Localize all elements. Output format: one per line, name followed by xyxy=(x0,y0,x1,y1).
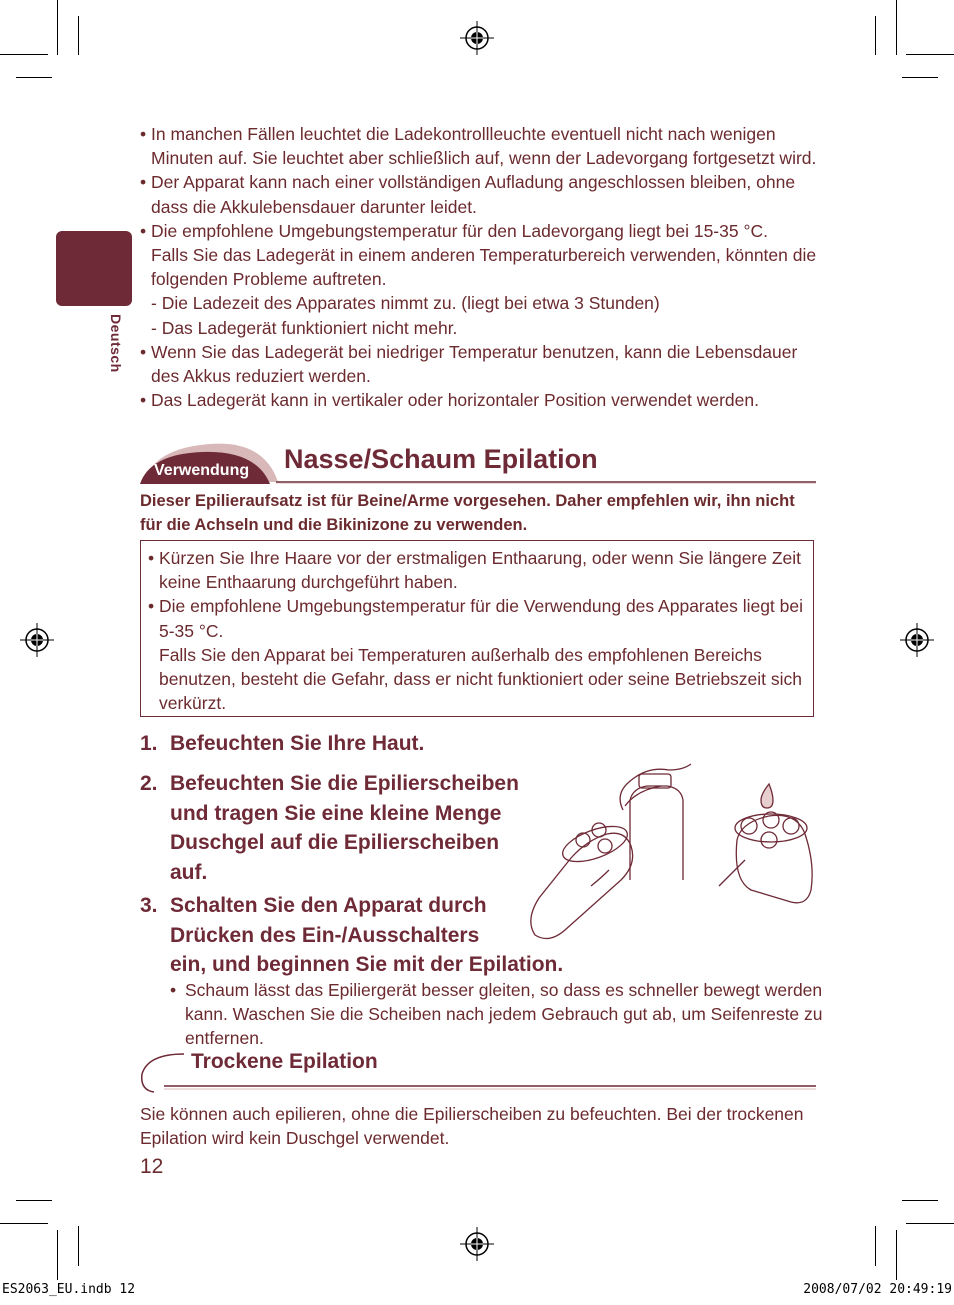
list-item: • In manchen Fällen leuchtet die Ladekontrollleuchte eventuell nicht nach wenigen Minuten auf. Sie leuchtet aber schließlich auf, wenn der Ladevorgang fortgesetzt wird. xyxy=(140,122,820,170)
subsection-text: Sie können auch epilieren, ohne die Epilierscheiben zu befeuchten. Bei der trockenen Epilation wird kein Duschgel verwendet. xyxy=(140,1104,804,1149)
list-item: • Die empfohlene Umgebungstemperatur für die Verwendung des Apparates liegt bei 5-35 °C. xyxy=(148,594,803,642)
step-text: Drücken des Ein-/Ausschalters xyxy=(170,923,480,947)
language-tab xyxy=(56,231,132,306)
language-label: Deutsch xyxy=(108,314,124,373)
step-number: 1. xyxy=(140,732,158,755)
step-text: ein, und beginnen Sie mit der Epilation. xyxy=(170,953,564,976)
step-text: und tragen Sie eine kleine Menge xyxy=(170,801,502,825)
print-timestamp: 2008/07/02 20:49:19 xyxy=(803,1282,952,1297)
caution-box xyxy=(140,540,814,717)
list-item-sub: - Die Ladezeit des Apparates nimmt zu. (liegt bei etwa 3 Stunden) xyxy=(151,293,660,314)
step-number: 3. xyxy=(140,894,158,917)
step-number: 2. xyxy=(140,772,158,795)
list-item: • Das Ladegerät kann in vertikaler oder horizontaler Position verwendet werden. xyxy=(140,388,820,412)
list-item-continuation: Falls Sie das Ladegerät in einem anderen Temperaturbereich verwenden, könnten die folgenden Probleme auftreten. xyxy=(151,245,817,290)
list-item: • Der Apparat kann nach einer vollständigen Aufladung angeschlossen bleiben, ohne dass die Akkulebensdauer darunter leidet. xyxy=(140,170,820,218)
step-text: Duschgel auf die Epilierscheiben xyxy=(170,831,500,854)
step-text: Schalten Sie den Apparat durch xyxy=(170,894,487,917)
step-text: Befeuchten Sie Ihre Haut. xyxy=(170,732,425,755)
list-item-continuation: Falls Sie den Apparat bei Temperaturen außerhalb des empfohlenen Bereichs benutzen, besteht die Gefahr, dass er nicht funktioniert oder seine Betriebszeit sich verkürzt. xyxy=(159,644,803,714)
list-item: • Die empfohlene Umgebungstemperatur für den Ladevorgang liegt bei 15-35 °C. xyxy=(140,219,820,243)
page-number: 12 xyxy=(140,1155,164,1178)
epilator-illustration xyxy=(525,760,820,940)
subsection-title: Trockene Epilation xyxy=(191,1050,378,1073)
section-heading xyxy=(140,440,816,484)
step-note: • Schaum lässt das Epiliergerät besser gleiten, so dass es schneller bewegt werden kann. Waschen Sie die Scheiben nach jedem Gebrauch gut ab, um Seifenreste zu entfernen. xyxy=(170,978,825,1051)
registration-mark-icon xyxy=(460,21,494,55)
charging-notes xyxy=(140,122,820,412)
registration-mark-icon xyxy=(900,623,934,657)
registration-mark-icon xyxy=(20,623,54,657)
list-item: • Kürzen Sie Ihre Haare vor der erstmaligen Enthaarung, oder wenn Sie längere Zeit keine Enthaarung durchgeführt haben. xyxy=(148,546,803,594)
step-text: Befeuchten Sie die Epilierscheiben xyxy=(170,772,519,795)
section-badge: Verwendung xyxy=(154,462,250,479)
step-text: auf. xyxy=(170,860,208,884)
section-title: Nasse/Schaum Epilation xyxy=(284,444,598,474)
list-item-sub: - Das Ladegerät funktioniert nicht mehr. xyxy=(151,317,458,338)
print-file-info: ES2063_EU.indb 12 xyxy=(2,1282,136,1297)
registration-mark-icon xyxy=(460,1227,494,1261)
section-intro: Dieser Epilieraufsatz ist für Beine/Arme vorgesehen. Daher empfehlen wir, ihn nicht für die Achseln und die Bikinizone zu verwenden. xyxy=(140,492,795,534)
list-item: • Wenn Sie das Ladegerät bei niedriger Temperatur benutzen, kann die Lebensdauer des Akkus reduziert werden. xyxy=(140,340,820,388)
